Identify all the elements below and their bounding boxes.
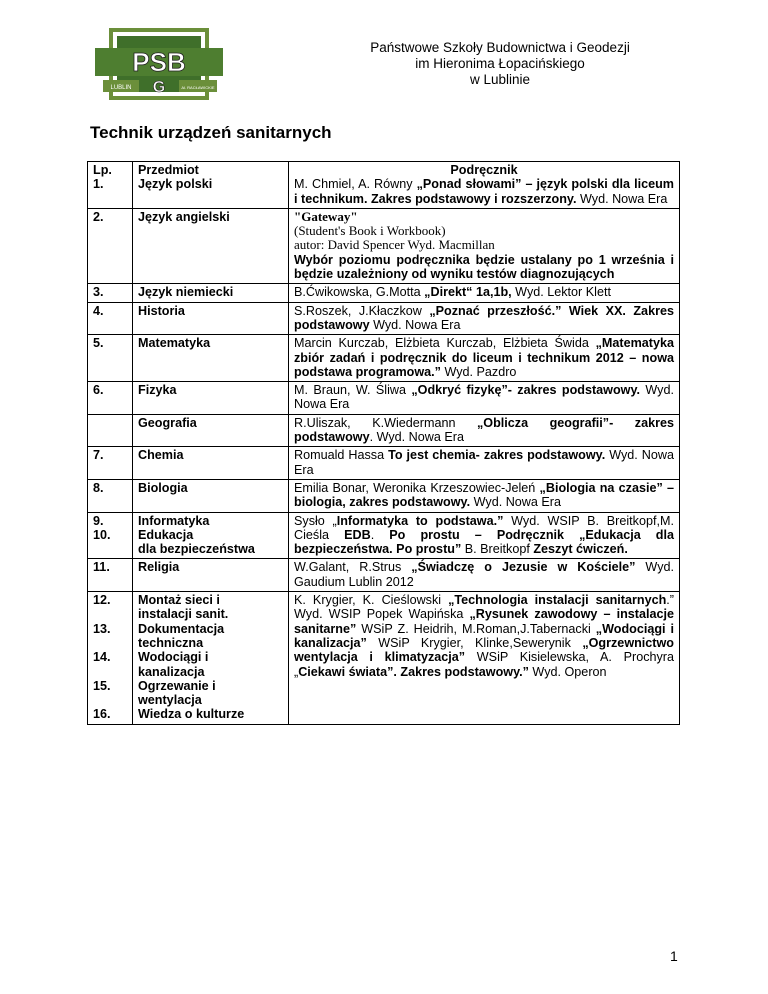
book-text: M. Chmiel, A. Równy [294,177,417,192]
book-text: Wyd. Lektor Klett [511,285,611,300]
svg-text:PSB: PSB [132,47,186,77]
page-title: Technik urządzeń sanitarnych [90,123,332,142]
book-text: Wyd. Nowa Era [294,448,674,477]
table-row [88,479,680,512]
book-text: WSiP Krygier, Klinke,Sewerynik [366,635,583,650]
book-text: Wyd. Gaudium Lublin 2012 [294,560,674,589]
row-number: 6. [88,382,133,415]
book-text: . [370,527,390,542]
page-number: 1 [670,948,678,964]
table-row [88,335,680,382]
book-text: B. Breitkopf [461,542,534,557]
book-title: „Świadczę o Jezusie w Kościele” [411,560,636,575]
table-row [88,302,680,335]
subject-name: Chemia [133,447,289,480]
subject-name: Montaż sieci i instalacji sanit. Dokumentacja techniczna Wodociągi i kanalizacja Ogrzewanie i wentylacja Wiedza o kulturze [133,592,289,725]
book-text: WSiP Kisielewska, A. Prochyra „ [294,650,674,679]
row-number: 5. [88,335,133,382]
book-title: „Wodociągi i kanalizacja” [294,621,675,650]
book-text: Wyd. Nowa Era [470,495,561,510]
row-number: 3. [88,284,133,302]
row-number: 12. 13. 14. 15. 16. [88,592,133,725]
table-row [88,559,680,592]
header-lp: Lp. 1. [88,162,133,209]
textbook-info [289,592,680,725]
textbook-info [289,414,680,447]
book-text: WSiP Z. Heidrih, M.Roman,J.Tabernacki [356,621,596,636]
book-text: Wyd. WSIP B. Breitkopf,M. Cieśla [294,513,674,542]
book-title: „Poznać przeszłość.” Wiek XX. Zakres podstawowy [294,303,674,332]
book-title: „Matematyka zbiór zadań i podręcznik do liceum i technikum 2012 – nowa podstawa programowa.” [294,336,674,379]
table-row [88,284,680,302]
book-text: Wyd. Pazdro [440,364,517,379]
book-title: „Direkt“ 1a,1b, [424,285,512,300]
table-row [88,382,680,415]
book-text: Romuald Hassa [294,448,389,463]
book-title: Zeszyt ćwiczeń. [533,542,628,557]
subject-name: Biologia [133,479,289,512]
table-row [88,414,680,447]
book-text: Wyd. Operon [528,664,607,679]
textbook-info [289,208,680,283]
subject-name: Matematyka [133,335,289,382]
book-text: K. Krygier, K. Cieślowski [294,593,449,608]
book-text: Emilia Bonar, Weronika Krzeszowiec-Jeleń [294,480,540,495]
textbook-info [289,512,680,559]
book-text: . Wyd. Nowa Era [369,430,464,445]
book-title: Informatyka to podstawa.” [336,513,504,528]
book-title: „Oblicza geografii”- zakres podstawowy [294,415,674,445]
school-header [310,40,690,88]
book-title: „Rysunek zawodowy – instalacje sanitarne” [294,607,674,636]
textbook-info [289,284,680,302]
textbook-info [289,479,680,512]
textbook-info [289,302,680,335]
row-number: 11. [88,559,133,592]
header-line-3: w Lublinie [469,72,531,87]
book-text: Wyd. Nowa Era [369,317,461,332]
book-title: Wybór poziomu podręcznika będzie ustalany po 1 września i będzie uzależniony od wyniku testów diagnozujących [294,252,674,282]
header-line-1: Państwowe Szkoły Budownictwa i Geodezji [370,40,630,55]
book-title: „Technologia instalacji sanitarnych [448,593,667,608]
book-title: „Biologia na czasie” – biologia, zakres podstawowy. [294,480,674,510]
textbook-info [289,382,680,415]
row-number: 8. [88,479,133,512]
book-title: „Ogrzewnictwo wentylacja i klimatyzacja” [294,635,674,665]
row-number [88,414,133,447]
svg-text:G: G [152,79,166,96]
book-title: Po prostu – Podręcznik „Edukacja dla bezpieczeństwa. Po prostu” [294,527,674,557]
row-number: 2. [88,208,133,283]
header-line-2: im Hieronima Łopacińskiego [415,56,585,71]
book-title: EDB [344,527,371,542]
row-number: 7. [88,447,133,480]
table-row [88,447,680,480]
subject-name: Religia [133,559,289,592]
book-line: (Student's Book i Workbook) [294,223,446,239]
school-logo [95,24,223,104]
table-row [88,592,680,725]
row-number: 4. [88,302,133,335]
book-text: Wyd. Nowa Era [294,383,674,412]
textbook-info [289,559,680,592]
table-row [88,208,680,283]
svg-text:Al. RACŁAWICKIE: Al. RACŁAWICKIE [181,85,215,90]
subject-name: Język niemiecki [133,284,289,302]
book-text: Sysło „ [294,513,337,528]
header-book: Podręcznik M. Chmiel, A. Równy „Ponad słowami” – język polski dla liceum i technikum. Zakres podstawowy i rozszerzony. Wyd. Nowa Era [289,162,680,209]
book-text: M. Braun, W. Śliwa [294,383,412,398]
table-header-row [88,162,680,209]
textbook-info [289,447,680,480]
table-row [88,512,680,559]
book-line: "Gateway" [294,208,358,224]
book-text: .” Wyd. WSIP Popek Wapińska [294,593,674,622]
header-subject: Przedmiot Język polski [133,162,289,209]
book-line: autor: David Spencer Wyd. Macmillan [294,237,495,253]
book-text: Wyd. Nowa Era [576,191,668,206]
book-text: B.Ćwikowska, G.Motta [294,285,425,300]
book-title: To jest chemia- zakres podstawowy. [388,448,606,463]
svg-text:LUBLIN: LUBLIN [110,85,132,91]
book-title: Ciekawi świata”. Zakres podstawowy.” [298,664,529,679]
textbook-table [87,161,680,725]
book-title: „Odkryć fizykę”- zakres podstawowy. [411,383,641,398]
subject-name: Historia [133,302,289,335]
book-text: S.Roszek, J.Kłaczkow [294,303,430,318]
book-text: Marcin Kurczab, Elżbieta Kurczab, Elżbieta Świda [294,336,596,351]
row-number: 9. 10. [88,512,133,559]
subject-name: Geografia [133,414,289,447]
book-title: „Ponad słowami” – język polski dla liceum i technikum. Zakres podstawowy i rozszerzony. [294,177,675,206]
textbook-info [289,335,680,382]
subject-name: Informatyka Edukacja dla bezpieczeństwa [133,512,289,559]
subject-name: Język angielski [133,208,289,283]
subject-name: Fizyka [133,382,289,415]
book-text: R.Uliszak, K.Wiedermann [294,415,477,430]
book-text: W.Galant, R.Strus [294,560,412,575]
